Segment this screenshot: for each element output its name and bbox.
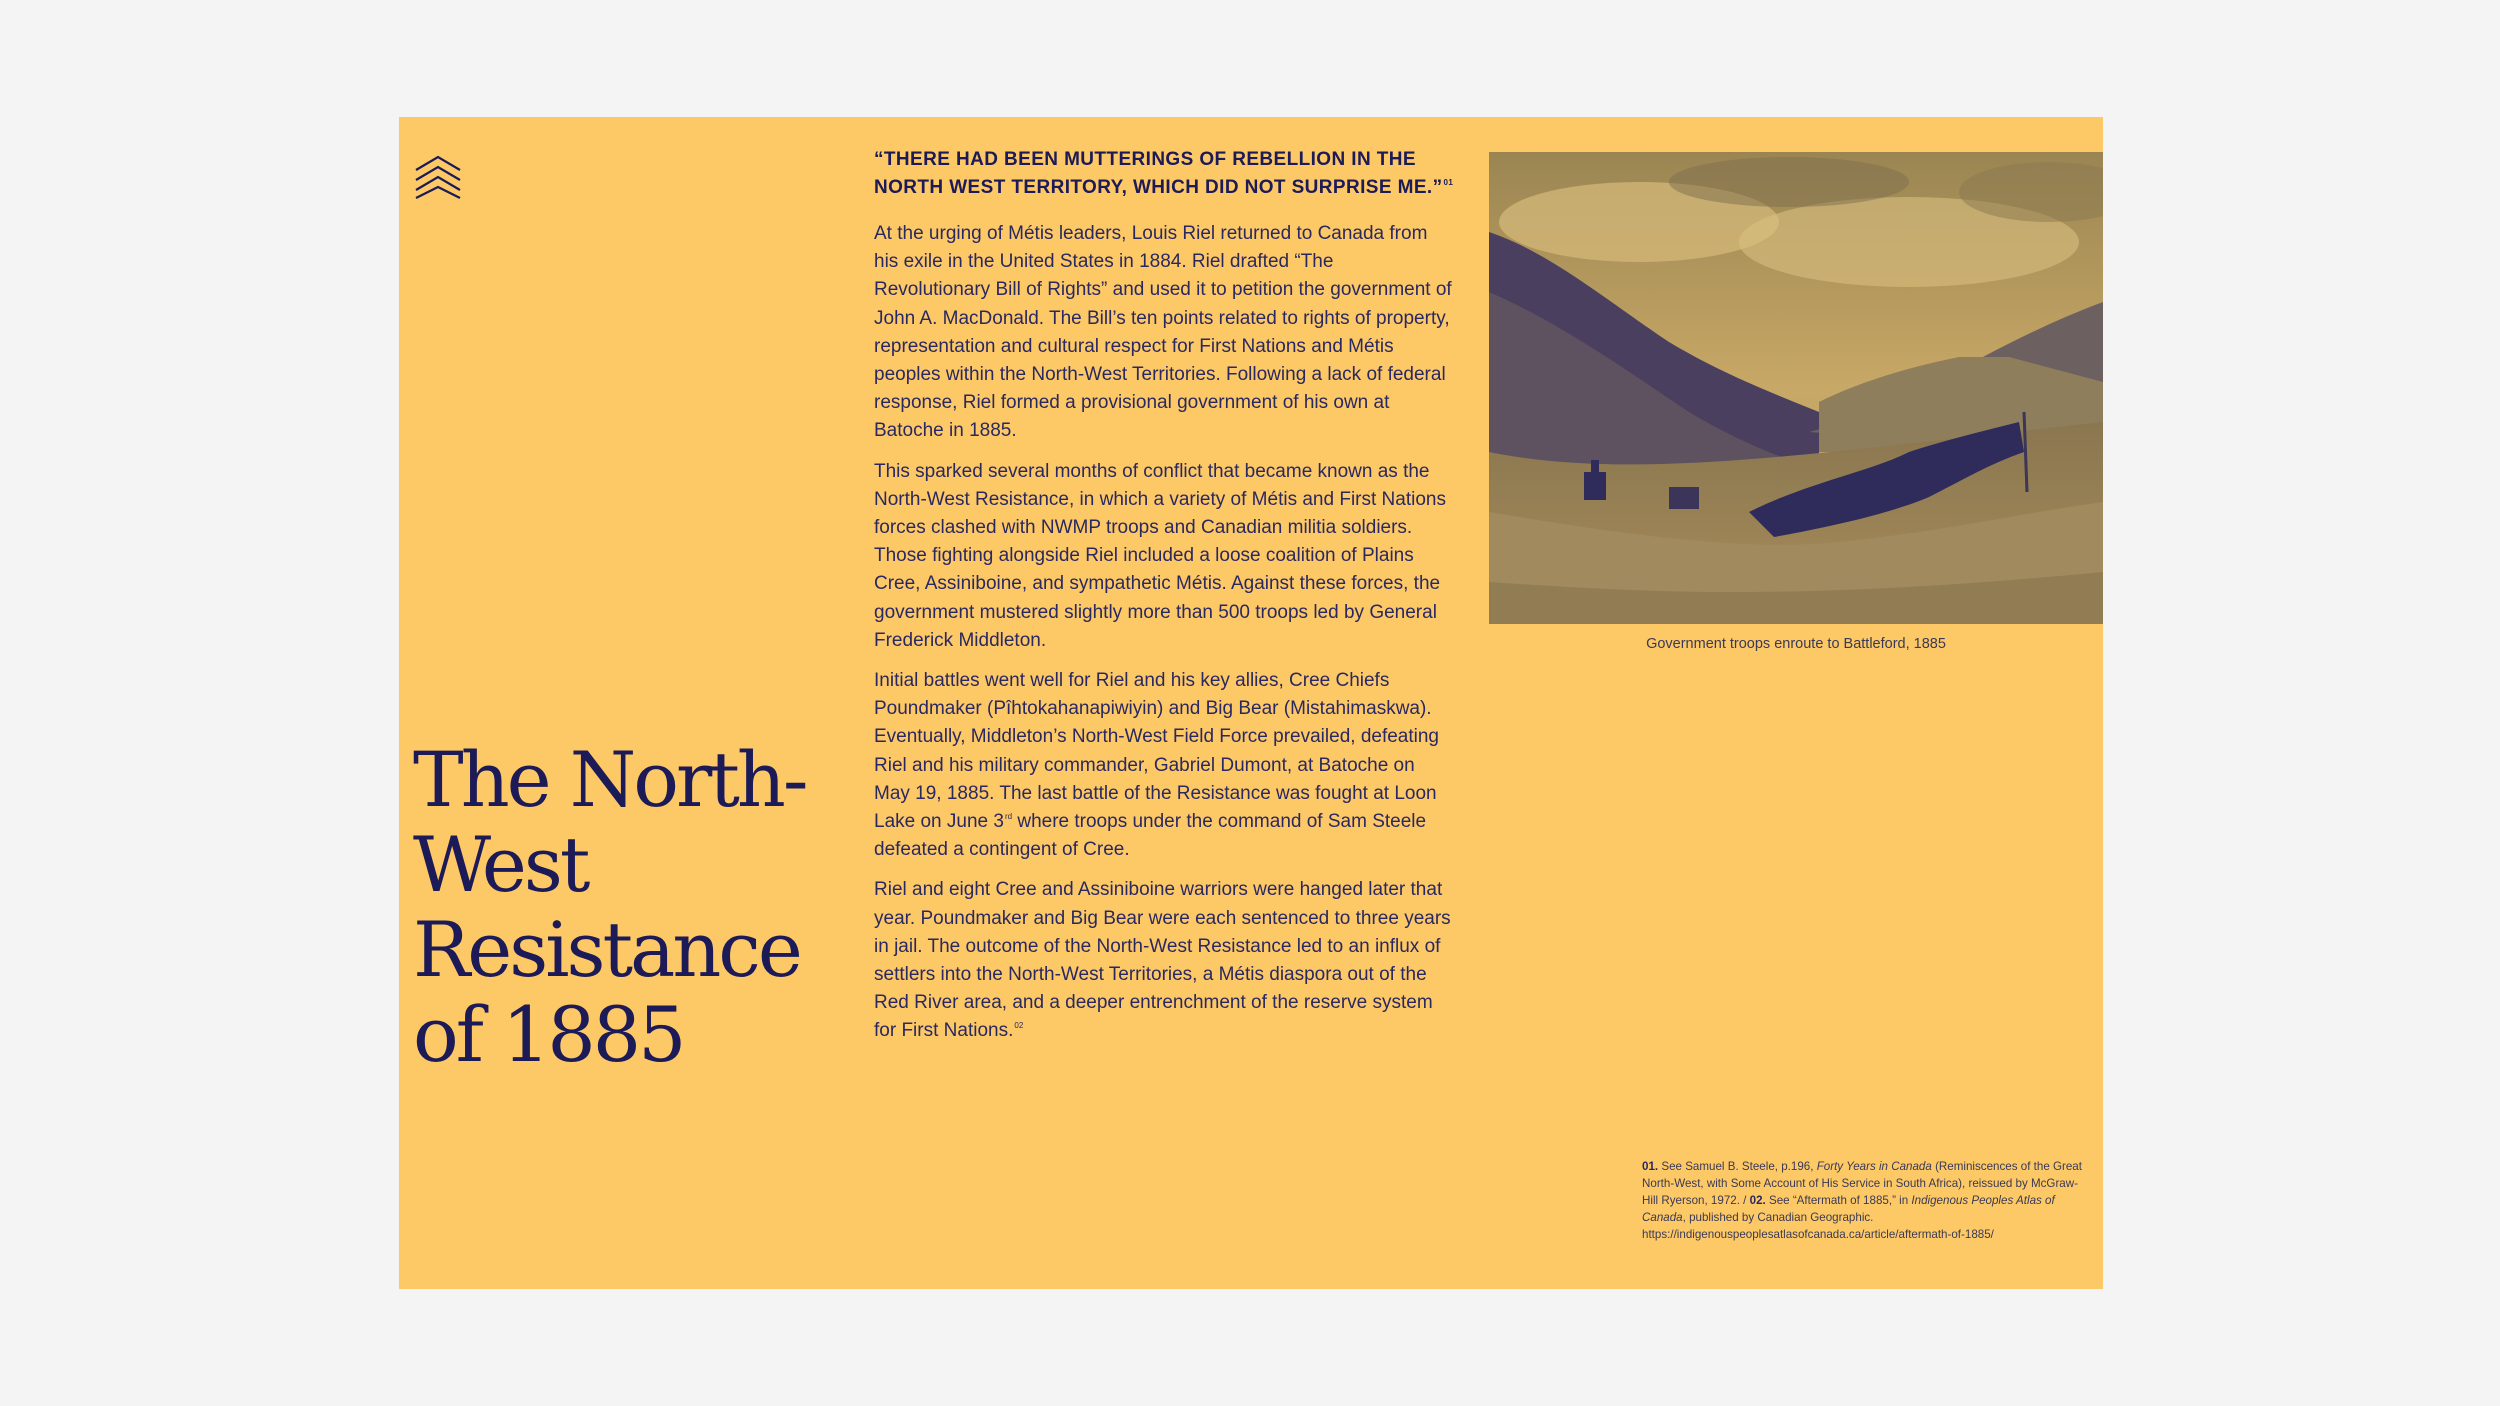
footnote-ref: 02 — [1014, 1021, 1024, 1031]
chevron-stack-icon — [413, 152, 463, 200]
footnote-text: , published by Canadian Geographic. https://indigenouspeoplesatlasofcanada.ca/article/aftermath-of-1885/ — [1642, 1211, 1994, 1241]
footnotes — [1642, 1158, 2087, 1243]
paragraph-text: Initial battles went well for Riel and his key allies, Cree Chiefs Poundmaker (Pîhtokahanapiwiyin) and Big Bear (Mistahimaskwa). Eventually, Middleton’s North-West Field Force prevailed, defeating Riel and his military commander, Gabriel Dumont, at Batoche on May 19, 1885. The last battle of the Resistance was fought at Loon Lake on June 3 — [874, 670, 1439, 833]
footnote-ref: 01 — [1443, 178, 1454, 187]
paragraph — [874, 667, 1454, 864]
paragraph — [874, 876, 1454, 1045]
paragraph-text: Riel and eight Cree and Assiniboine warriors were hanged later that year. Poundmaker and Big Bear were each sentenced to three years in jail. The outcome of the North-West Resistance led to an influx of settlers into the North-West Territories, a Métis diaspora out of the Red River area, and a deeper entrenchment of the reserve system for First Nations. — [874, 879, 1451, 1042]
footnote-title: Forty Years in Canada — [1816, 1160, 1932, 1173]
footnote-text: (Reminiscences of the Great North-West, with Some Account of His Service in South Africa), reissued by McGraw-Hill Ryerson, 1972. / — [1642, 1160, 2082, 1207]
page-panel — [399, 117, 2103, 1289]
paragraph: This sparked several months of conflict that became known as the North-West Resistance, in which a variety of Métis and First Nations forces clashed with NWMP troops and Canadian militia soldiers. Those fighting alongside Riel included a loose coalition of Plains Cree, Assiniboine, and sympathetic Métis. Against these forces, the government mustered slightly more than 500 troops led by General Frederick Middleton. — [874, 460, 1446, 651]
paragraph-text: where troops under the command of Sam Steele defeated a contingent of Cree. — [874, 811, 1427, 861]
page-title: The North-West Resistance of 1885 — [413, 735, 806, 1079]
pull-quote — [874, 146, 1454, 202]
ordinal-suffix: rd — [1004, 812, 1013, 822]
footnote-text: See Samuel B. Steele, p.196, — [1658, 1160, 1817, 1173]
article-body — [874, 146, 1454, 1058]
footnote-label: 01. — [1642, 1160, 1659, 1173]
paragraph: At the urging of Métis leaders, Louis Riel returned to Canada from his exile in the United States in 1884. Riel drafted “The Revolutionary Bill of Rights” and used it to petition the government of John A. MacDonald. The Bill’s ten points related to rights of property, representation and cultural respect for First Nations and Métis peoples within the North-West Territories. Following a lack of federal response, Riel formed a provisional government of his own at Batoche in 1885. — [874, 223, 1452, 442]
pull-quote-text: “THERE HAD BEEN MUTTERINGS OF REBELLION IN THE NORTH WEST TERRITORY, WHICH DID NOT SURPRISE ME.” — [874, 149, 1443, 198]
footnote-title: Indigenous Peoples Atlas of Canada — [1642, 1194, 2055, 1224]
footnote-text: See “Aftermath of 1885,” in — [1765, 1194, 1912, 1207]
footnote-label: 02. — [1749, 1194, 1766, 1207]
photo-caption: Government troops enroute to Battleford, 1885 — [1646, 636, 1946, 652]
historical-photo — [1489, 152, 2103, 624]
